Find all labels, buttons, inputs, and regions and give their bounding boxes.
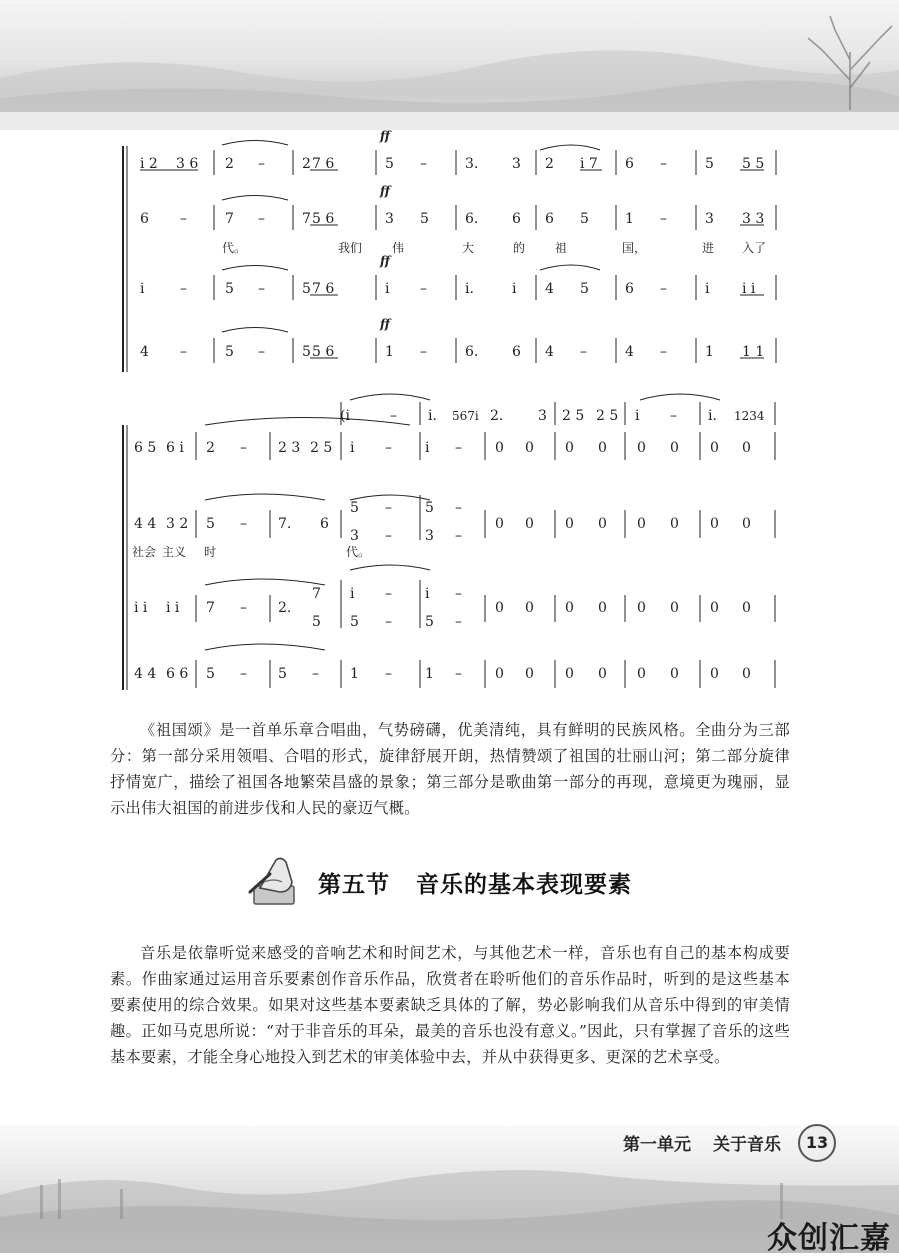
score-note: 4 bbox=[545, 344, 554, 360]
score-note: – bbox=[180, 344, 187, 360]
score-note: 7. bbox=[278, 516, 292, 532]
score-note: 0 bbox=[670, 440, 679, 456]
score-note: i 7 bbox=[580, 156, 598, 172]
score-note: 3 bbox=[538, 408, 547, 424]
lyric: 大 bbox=[462, 241, 475, 255]
score-note: 3 3 bbox=[742, 211, 765, 227]
score-note: 0 bbox=[637, 516, 646, 532]
score-note: 7 6 bbox=[312, 281, 335, 297]
score-note: 5 bbox=[580, 211, 589, 227]
lyric: 代。 bbox=[222, 241, 247, 255]
page-number: 13 bbox=[798, 1124, 836, 1162]
score-note: 5 bbox=[206, 666, 215, 682]
score-note: 0 bbox=[637, 440, 646, 456]
lyric: 伟 bbox=[392, 241, 405, 255]
lyric: 主义 bbox=[162, 545, 187, 559]
score-note: 3 bbox=[350, 528, 359, 544]
score-note: 7 bbox=[225, 211, 234, 227]
score-note: i bbox=[140, 281, 145, 297]
score-note: 2. bbox=[490, 408, 504, 424]
dynamic-ff: ff bbox=[380, 317, 390, 331]
footer-topic: 关于音乐 bbox=[713, 1135, 781, 1155]
section-title-text: 音乐的基本表现要素 bbox=[416, 872, 632, 898]
writing-hand-icon bbox=[246, 852, 306, 910]
score-note: – bbox=[385, 500, 392, 516]
score-note: 0 bbox=[495, 440, 504, 456]
score-note: – bbox=[385, 614, 392, 630]
dynamic-ff: ff bbox=[380, 184, 390, 198]
score-note: 5 bbox=[225, 281, 234, 297]
score-note: – bbox=[660, 281, 667, 297]
score-note: – bbox=[385, 666, 392, 682]
section-number: 第五节 bbox=[318, 872, 390, 898]
score-note: 3 6 bbox=[176, 156, 199, 172]
score-note: – bbox=[455, 440, 462, 456]
score-note: 1 bbox=[705, 344, 714, 360]
score-note: 0 bbox=[565, 600, 574, 616]
score-note: 0 bbox=[670, 600, 679, 616]
score-note: 7 bbox=[302, 211, 311, 227]
score-note: 4 4 bbox=[134, 516, 157, 532]
score-note: 3 bbox=[425, 528, 434, 544]
score-note: 0 bbox=[637, 600, 646, 616]
score-note: i bbox=[635, 408, 640, 424]
score-note: 5 bbox=[425, 500, 434, 516]
watermark: 众创汇嘉 bbox=[767, 1221, 891, 1256]
score-note: 2 3 bbox=[278, 440, 301, 456]
score-note: – bbox=[455, 586, 462, 602]
dynamic-ff: ff bbox=[380, 254, 390, 268]
score-note: 0 bbox=[742, 666, 751, 682]
lyric: 入了 bbox=[742, 241, 767, 255]
score-note: 567i bbox=[452, 409, 479, 423]
score-note: i bbox=[425, 586, 430, 602]
score-note: 5 bbox=[350, 500, 359, 516]
score-note: 0 bbox=[525, 516, 534, 532]
score-note: – bbox=[240, 600, 247, 616]
score-note: 6 bbox=[545, 211, 554, 227]
score-note: 5 bbox=[705, 156, 714, 172]
score-note: i 2 bbox=[140, 156, 158, 172]
score-note: 6. bbox=[465, 211, 479, 227]
score-note: – bbox=[240, 516, 247, 532]
score-note: – bbox=[240, 666, 247, 682]
score-note: 3 2 bbox=[166, 516, 189, 532]
score-note: 0 bbox=[598, 440, 607, 456]
lyric: 祖 bbox=[555, 241, 568, 255]
score-note: 2. bbox=[278, 600, 292, 616]
score-note: 2 5 bbox=[310, 440, 333, 456]
score-note: 0 bbox=[710, 440, 719, 456]
score-note: 0 bbox=[565, 666, 574, 682]
lyrics-line bbox=[222, 240, 766, 255]
score-note: 2 bbox=[545, 156, 554, 172]
score-note: 0 bbox=[598, 600, 607, 616]
score-note: 0 bbox=[710, 666, 719, 682]
score-note: 0 bbox=[525, 666, 534, 682]
score-note: – bbox=[390, 408, 397, 424]
score-note: 2 bbox=[225, 156, 234, 172]
score-note: i bbox=[512, 281, 517, 297]
dynamic-ff: ff bbox=[380, 129, 390, 143]
score-note: 0 bbox=[742, 516, 751, 532]
lyric: 时 bbox=[204, 545, 217, 559]
score-note: – bbox=[258, 156, 265, 172]
score-note: – bbox=[660, 156, 667, 172]
score-note: 5 6 bbox=[312, 344, 335, 360]
score-note: 6 6 bbox=[166, 666, 189, 682]
score-note: – bbox=[312, 666, 319, 682]
score-note: i bbox=[425, 440, 430, 456]
lyric: 代。 bbox=[346, 545, 371, 559]
score-note: – bbox=[660, 211, 667, 227]
score-note: i. bbox=[428, 408, 437, 424]
score-note: 5 bbox=[385, 156, 394, 172]
section-title bbox=[318, 866, 632, 899]
score-note: 5 bbox=[420, 211, 429, 227]
score-note: 0 bbox=[670, 516, 679, 532]
score-note: 2 bbox=[302, 156, 311, 172]
score-note: 1 bbox=[385, 344, 394, 360]
score-note: 3 bbox=[705, 211, 714, 227]
score-note: – bbox=[580, 344, 587, 360]
score-note: – bbox=[420, 156, 427, 172]
score-note: 6 i bbox=[166, 440, 184, 456]
score-note: 5 bbox=[312, 614, 321, 630]
score-note: 6 bbox=[625, 156, 634, 172]
score-note: i bbox=[350, 586, 355, 602]
score-note: 0 bbox=[637, 666, 646, 682]
score-note: 6 5 bbox=[134, 440, 157, 456]
score-note: 7 bbox=[206, 600, 215, 616]
score-note: 4 4 bbox=[134, 666, 157, 682]
score-note: 6 bbox=[512, 344, 521, 360]
footer-unit-label bbox=[623, 1130, 781, 1155]
score-note: 5 bbox=[302, 281, 311, 297]
score-note: 1234 bbox=[734, 409, 765, 423]
score-note: 5 bbox=[350, 614, 359, 630]
score-note: 5 bbox=[302, 344, 311, 360]
score-note: 5 6 bbox=[312, 211, 335, 227]
score-note: 2 5 bbox=[562, 408, 585, 424]
score-note: 0 bbox=[565, 440, 574, 456]
score-note: 1 bbox=[625, 211, 634, 227]
score-note: 6 bbox=[140, 211, 149, 227]
score-note: 3 bbox=[512, 156, 521, 172]
score-note: i bbox=[350, 440, 355, 456]
score-note: i bbox=[385, 281, 390, 297]
score-note: 4 bbox=[545, 281, 554, 297]
score-note: 1 bbox=[350, 666, 359, 682]
score-note: – bbox=[258, 344, 265, 360]
score-note: 0 bbox=[742, 440, 751, 456]
lyric: 的 bbox=[513, 241, 526, 255]
score-note: 6 bbox=[512, 211, 521, 227]
score-note: 4 bbox=[140, 344, 149, 360]
paragraph-music-elements: 音乐是依靠听觉来感受的音响艺术和时间艺术，与其他艺术一样，音乐也有自己的基本构成要素。作曲家通过运用音乐要素创作音乐作品，欣赏者在聆听他们的音乐作品时，听到的是这些基本要素使用的综合效果。如果对这些基本要素缺乏具体的了解，势必影响我们从音乐中得到的审美情趣。正如马克思所说：“对于非音乐的耳朵，最美的音乐也没有意义。”因此，只有掌握了音乐的这些基本要素，才能全身心地投入到艺术的审美体验中去，并从中获得更多、更深的艺术享受。 bbox=[110, 944, 790, 1066]
score-note: 5 bbox=[580, 281, 589, 297]
lyric: 我们 bbox=[338, 241, 363, 255]
score-note: – bbox=[660, 344, 667, 360]
score-note: 6 bbox=[320, 516, 329, 532]
score-note: – bbox=[455, 614, 462, 630]
score-note: 0 bbox=[565, 516, 574, 532]
paragraph-zuguosong: 《祖国颂》是一首单乐章合唱曲，气势磅礴，优美清纯，具有鲜明的民族风格。全曲分为三部分：第一部分采用领唱、合唱的形式，旋律舒展开朗，热情赞颂了祖国的壮丽山河；第二部分旋律抒情宽广，描绘了祖国各地繁荣昌盛的景象；第三部分是歌曲第一部分的再现，意境更为瑰丽，显示出伟大祖国的前进步伐和人民的豪迈气概。 bbox=[110, 721, 790, 817]
score-note: – bbox=[240, 440, 247, 456]
score-note: 6 bbox=[625, 281, 634, 297]
score-note: 5 bbox=[425, 614, 434, 630]
score-note: 3 bbox=[385, 211, 394, 227]
footer-unit: 第一单元 bbox=[623, 1135, 691, 1155]
score-note: 0 bbox=[742, 600, 751, 616]
score-note: – bbox=[180, 281, 187, 297]
lyric: 进 bbox=[702, 241, 715, 255]
score-note: 2 bbox=[206, 440, 215, 456]
score-note: 0 bbox=[525, 600, 534, 616]
score-note: – bbox=[258, 211, 265, 227]
lyric: 国， bbox=[622, 241, 647, 255]
score-note: 0 bbox=[710, 600, 719, 616]
section-heading bbox=[246, 852, 632, 912]
score-note: 0 bbox=[495, 600, 504, 616]
score-note: i bbox=[705, 281, 710, 297]
score-note: 0 bbox=[598, 666, 607, 682]
score-note: – bbox=[455, 500, 462, 516]
score-note: 6. bbox=[465, 344, 479, 360]
score-system-1 bbox=[123, 129, 776, 372]
score-note: i i bbox=[134, 600, 148, 616]
score-note: – bbox=[385, 586, 392, 602]
score-note: 5 bbox=[278, 666, 287, 682]
score-note: 0 bbox=[710, 516, 719, 532]
score-note: 0 bbox=[670, 666, 679, 682]
score-note: 1 1 bbox=[742, 344, 765, 360]
score-note: – bbox=[420, 281, 427, 297]
score-note: 3. bbox=[465, 156, 479, 172]
score-note: – bbox=[258, 281, 265, 297]
score-note: 0 bbox=[495, 666, 504, 682]
score-note: – bbox=[180, 211, 187, 227]
score-note: (i bbox=[340, 408, 350, 424]
score-note: – bbox=[385, 440, 392, 456]
score-note: i. bbox=[465, 281, 474, 297]
score-note: 5 bbox=[206, 516, 215, 532]
lyrics-line bbox=[132, 544, 370, 559]
score-note: 5 5 bbox=[742, 156, 765, 172]
score-note: 0 bbox=[598, 516, 607, 532]
score-note: 0 bbox=[495, 516, 504, 532]
score-note: – bbox=[385, 528, 392, 544]
score-note: – bbox=[455, 666, 462, 682]
score-note: 7 6 bbox=[312, 156, 335, 172]
score-note: 1 bbox=[425, 666, 434, 682]
score-note: i. bbox=[708, 408, 717, 424]
score-note: – bbox=[420, 344, 427, 360]
score-note: 7 bbox=[312, 586, 321, 602]
lyric: 社会 bbox=[132, 545, 157, 559]
score-note: 2 5 bbox=[596, 408, 619, 424]
score-note: 4 bbox=[625, 344, 634, 360]
score-note: i i bbox=[166, 600, 180, 616]
score-note: i i bbox=[742, 281, 756, 297]
score-note: – bbox=[455, 528, 462, 544]
score-note: – bbox=[670, 408, 677, 424]
score-note: 5 bbox=[225, 344, 234, 360]
score-system-2 bbox=[123, 394, 775, 690]
score-note: 0 bbox=[525, 440, 534, 456]
